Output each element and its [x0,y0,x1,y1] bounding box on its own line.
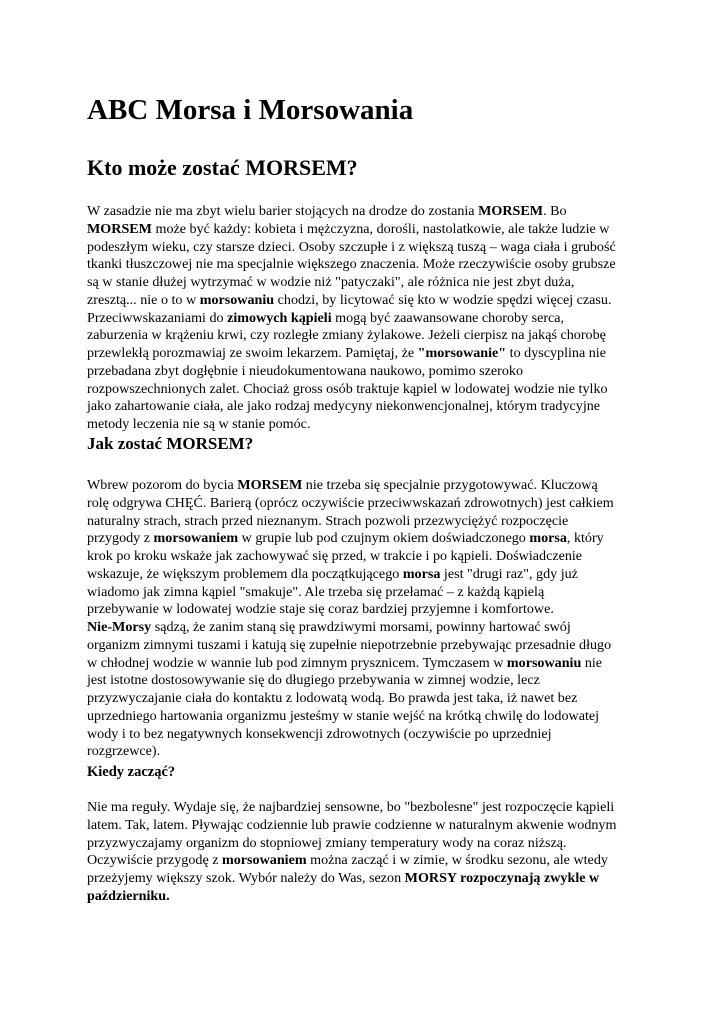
text-segment: krok po kroku wskaże jak zachowywać się przed, w trakcie i po kąpieli. Doświadczenie [87,548,583,564]
paragraph-kiedy-zaczac [87,799,639,906]
text-line [87,310,639,328]
text-line [87,345,639,363]
text-segment: Przeciwwskazaniami do [87,309,228,326]
text-line [87,477,639,495]
text-line [87,799,639,817]
text-line [87,566,639,584]
bold-text: Nie-Morsy [87,619,152,635]
text-line [87,292,639,310]
text-line [87,690,639,708]
text-line [87,672,639,690]
text-line [87,239,639,257]
text-line [87,416,639,434]
bold-text: morsowaniu [199,291,275,308]
text-segment: uprzedniego hartowania organizmu jesteśmy w stanie wejść na krótką chwilę do lodowatej [87,707,600,724]
text-line [87,548,639,566]
text-segment: wskazuje, że większym problemem dla początkującego [87,565,403,582]
paragraph-jak-zostac [87,477,639,761]
text-line [87,637,639,655]
text-line [87,888,639,906]
text-segment: naturalny strach, strach przed nieznanym. Strach pozwoli przezwyciężyć rozpoczęcie [87,512,569,529]
text-segment: rolę odgrywa CHĘĆ. Barierą (oprócz oczywiście przeciwwskazań zdrowotnych) jest całkiem [87,494,614,511]
text-segment: nie trzeba się specjalnie przygotowywać. Kluczową [302,477,598,493]
text-segment: zresztą... nie o to w [87,291,200,308]
text-line [87,726,639,744]
text-segment: nie [581,654,603,671]
text-line [87,398,639,416]
text-line [87,817,639,835]
text-line [87,513,639,531]
text-line [87,584,639,602]
text-line [87,835,639,853]
text-segment: przyzwyczajanie ciała do kontaktu z lodowatą wodą. Bo prawda jest taka, iż nawet bez [87,690,578,706]
text-line [87,274,639,292]
bold-text: październiku. [87,887,170,904]
text-segment: to dyscyplina nie [506,345,606,361]
text-segment: . Bo [543,203,567,219]
text-segment: mogą być zaawansowane choroby serca, [331,309,565,326]
text-line [87,870,639,888]
text-line [87,381,639,399]
text-segment: Oczywiście przygodę z [87,852,223,869]
text-segment: przewlekłą porozmawiaj ze swoim lekarzem. Pamiętaj, że [87,345,418,361]
text-line [87,530,639,548]
text-line [87,327,639,345]
bold-text: MORSEM [87,220,152,237]
bold-text: MORSEM [478,203,544,219]
text-line [87,708,639,726]
text-segment: w chłodnej wodzie w wannie lub pod zimnym prysznicem. Tymczasem w [87,654,507,671]
text-line [87,619,639,637]
text-segment: jako zahartowanie ciała, ale jako rodzaj medycyny niekonwencjonalnej, którym tradycyjne [87,398,601,415]
document-title: ABC Morsa i Morsowania [87,94,414,126]
text-segment: sądzą, że zanim staną się prawdziwymi morsami, powinny hartować swój [151,619,571,635]
text-segment: Wbrew pozorom do bycia [87,477,238,493]
text-segment: jest istotne dostosowywanie się do długiego przebywania w zimnej wodzie, lecz [87,672,540,689]
text-segment: przyzwyczajamy organizm do stopniowej zmiany temperatury wody na coraz niższą. [87,834,567,851]
bold-text: morsowaniem [222,852,307,869]
text-segment: rozgrzewce). [87,743,161,760]
text-line [87,655,639,673]
text-segment: przebywanie w lodowatej wodzie staje się coraz bardziej przyjemne i komfortowe. [87,601,554,618]
bold-text: MORSEM [237,477,303,493]
text-segment: wody i to bez negatywnych konsekwencji zdrowotnych (oczywiście po uprzedniej [87,725,552,742]
text-segment: W zasadzie nie ma zbyt wielu barier stojących na drodze do zostania [87,203,479,219]
bold-text: morsowaniu [506,654,582,671]
text-line [87,256,639,274]
text-segment: jest "drugi raz", gdy już [440,565,578,582]
text-segment: wiadomo jak zimna kąpiel "smakuje". Ale trzeba się przełamać – z każdą kąpielą [87,583,545,600]
text-segment: podeszłym wieku, czy starsze dzieci. Osoby szczupłe i z większą tuszą – waga ciała i grubość [87,238,616,255]
bold-text: "morsowanie" [417,345,507,361]
text-line [87,495,639,513]
bold-text: morsowaniem [153,530,239,547]
text-line [87,601,639,619]
text-segment: przeżyjemy większy szok. Wybór należy do Was, sezon [87,870,405,886]
text-segment: rozpowszechnionych zalet. Chociaż gross osób traktuje kąpiel w lodowatej wodzie nie tylko [87,380,608,397]
text-segment: Nie ma reguły. Wydaje się, że najbardziej sensowne, bo "bezbolesne" jest rozpoczęcie kąpieli [87,799,615,815]
bold-text: MORSY rozpoczynają zwykle w [404,870,600,886]
bold-text: morsa [402,565,441,582]
text-segment: metody leczenia nie są w stanie pomóc. [87,416,311,432]
heading-jak-zostac: Jak zostać MORSEM? [87,434,254,453]
text-segment: chodzi, by licytować się kto w wodzie spędzi więcej czasu. [274,291,612,308]
text-line [87,852,639,870]
heading-kto-moze: Kto może zostać MORSEM? [87,155,358,180]
text-segment: można zacząć i w zimie, w środku sezonu, ale wtedy [306,852,608,869]
text-line [87,203,639,221]
text-segment: przygody z [87,530,154,547]
heading-kiedy-zaczac: Kiedy zacząć? [87,764,176,780]
text-segment: organizm zimnymi tuszami i katują się zupełnie niepotrzebnie przebywając przesadnie długo [87,636,612,653]
bold-text: zimowych kąpieli [227,309,332,326]
text-line [87,363,639,381]
text-segment: latem. Tak, latem. Pływając codziennie lub prawie codzienne w naturalnym akwenie wodnym [87,816,617,833]
text-segment: może być każdy: kobieta i mężczyzna, dorośli, nastolatkowie, ale także ludzie w [151,220,610,237]
text-line [87,743,639,761]
text-segment: , który [566,530,604,547]
bold-text: morsa [529,530,567,547]
paragraph-kto-moze [87,203,639,434]
text-segment: tkanki tłuszczowej nie ma specjalnie większego znaczenia. Może rzeczywiście osoby grubsze [87,256,616,273]
text-line [87,221,639,239]
text-segment: są w stanie dłużej wytrzymać w wodzie niż "patyczaki", ale różnica nie jest zbyt duża, [87,274,575,290]
text-segment: w grupie lub pod czujnym okiem doświadczonego [238,530,530,547]
text-segment: zaburzenia w krążeniu krwi, czy rozległe zmiany żylakowe. Jeżeli cierpisz na jakąś chorobę [87,327,606,344]
text-segment: przebadana zbyt dogłębnie i nieudokumentowana naukowo, pomimo szeroko [87,362,523,379]
